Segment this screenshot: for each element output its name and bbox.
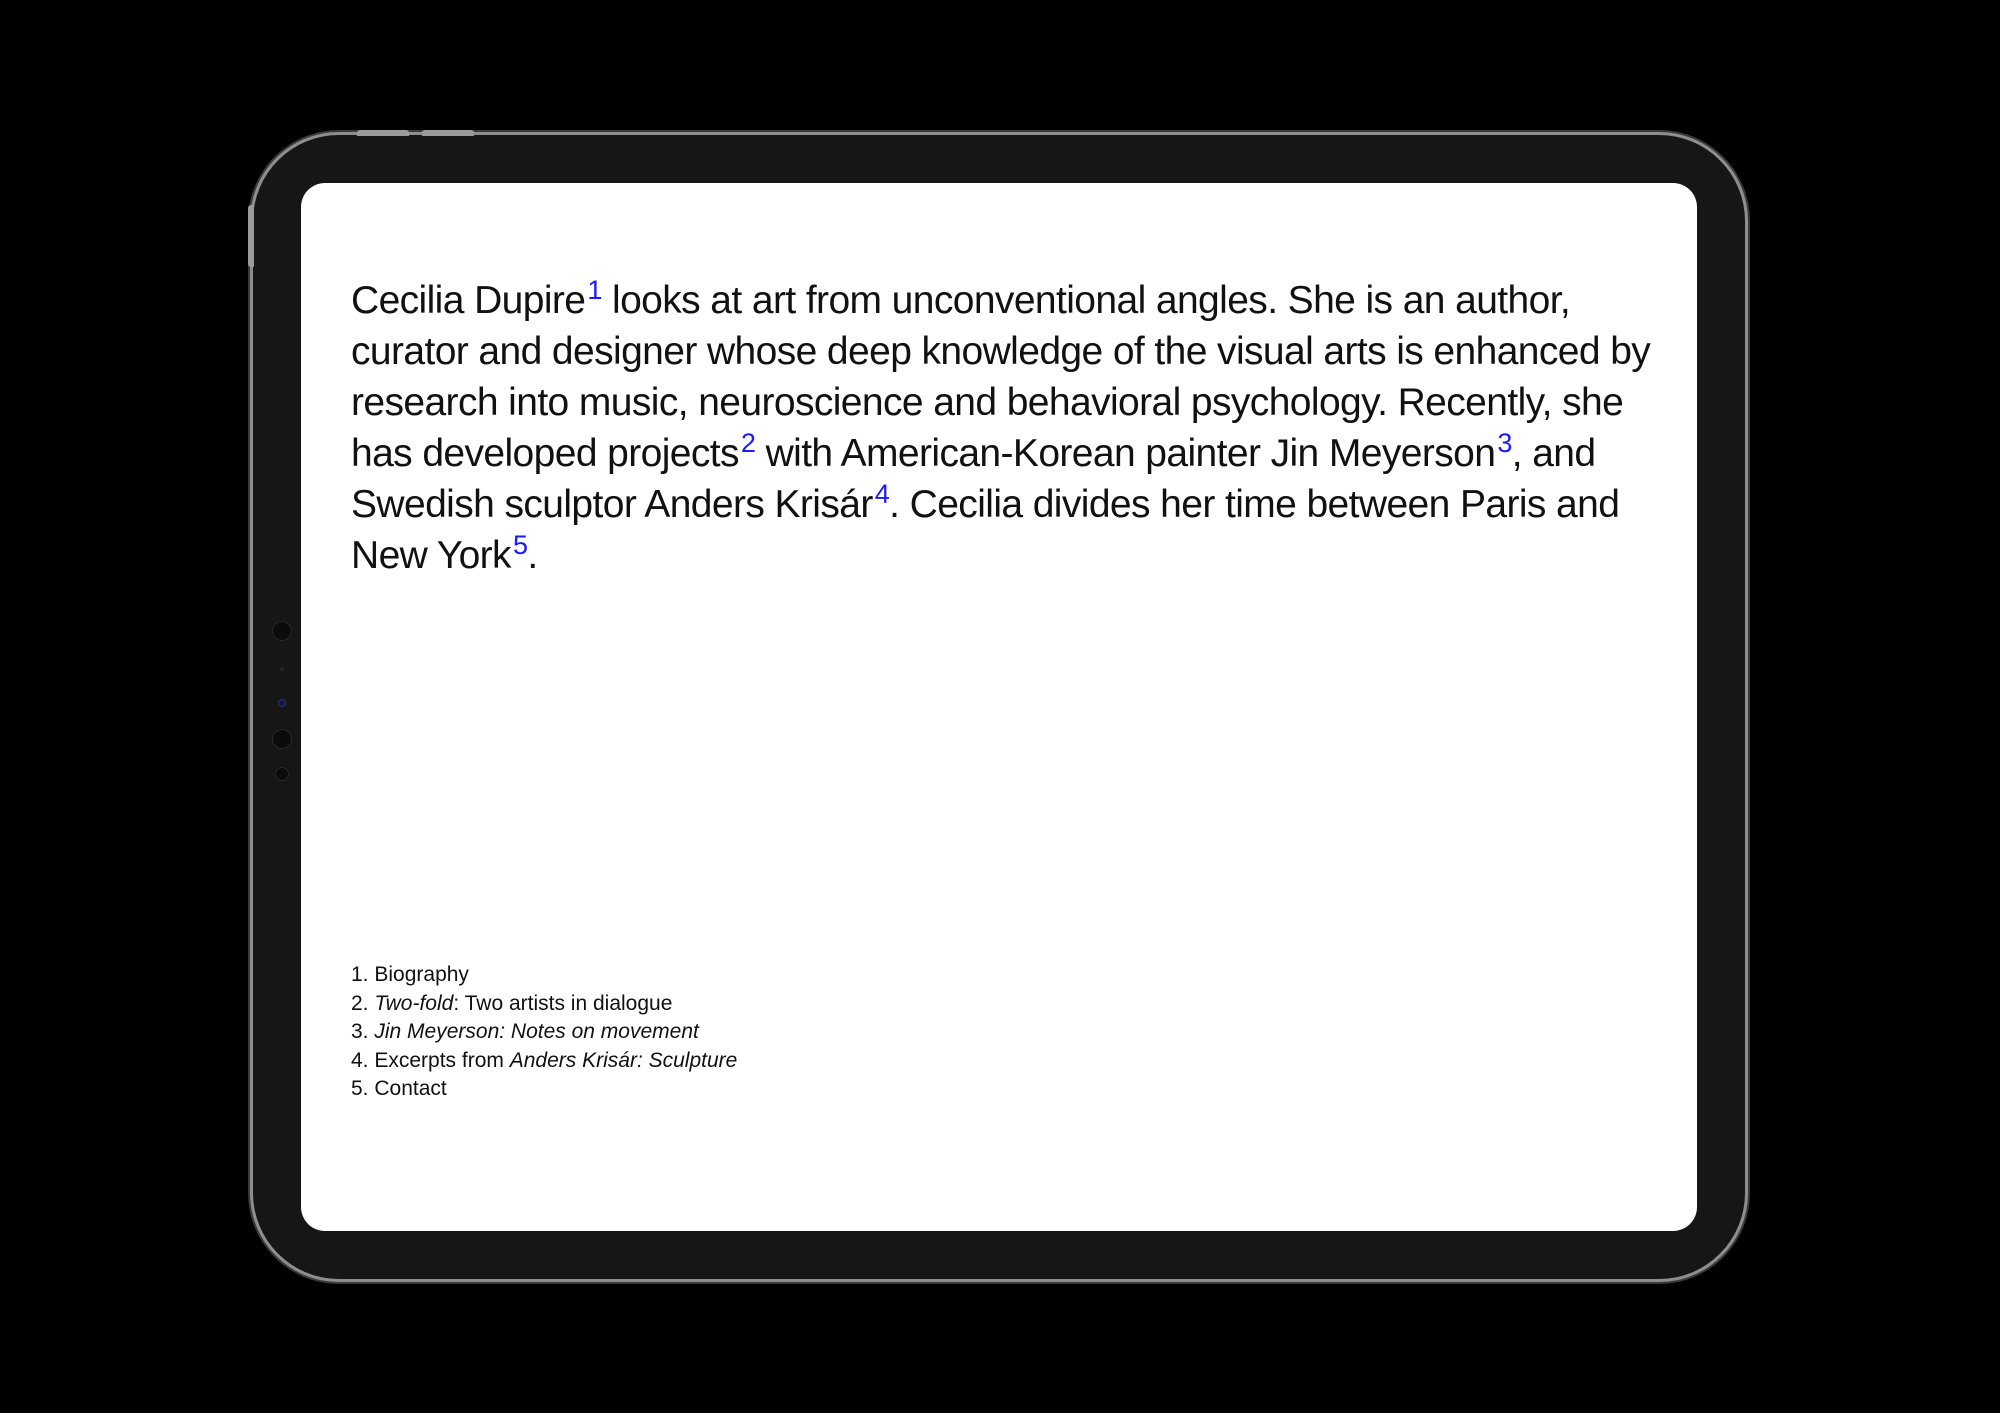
footnote-number: 1. — [351, 963, 375, 986]
bio-text-1: Cecilia Dupire — [351, 279, 586, 322]
footnote-link-5[interactable]: 5 — [512, 530, 528, 560]
footnote-list — [351, 961, 737, 1104]
footnote-title: Anders Krisár: Sculpture — [509, 1048, 738, 1072]
side-button — [248, 205, 254, 267]
bio-text-3: with American-Korean painter Jin Meyerson — [755, 432, 1496, 475]
footnote-item-jin-meyerson[interactable] — [351, 1018, 737, 1047]
ambient-sensor-icon — [280, 667, 284, 671]
proximity-sensor-icon — [272, 729, 292, 749]
footnote-link-2[interactable]: 2 — [740, 428, 756, 458]
footnote-link-1[interactable]: 1 — [587, 275, 602, 305]
screen — [301, 183, 1697, 1231]
footnote-text: Contact — [374, 1077, 447, 1100]
bio-text-5: . Cecilia divides her time between Paris and New York — [351, 483, 1620, 577]
footnote-title: Jin Meyerson: Notes on movement — [374, 1020, 699, 1043]
front-camera-icon — [278, 699, 286, 707]
camera-sensor-icon — [272, 621, 292, 641]
footnote-link-4[interactable]: 4 — [874, 479, 890, 509]
footnote-item-anders-krisar[interactable] — [351, 1047, 737, 1076]
footnote-item-contact[interactable] — [351, 1075, 737, 1104]
flood-illuminator-icon — [275, 767, 289, 781]
top-button-2 — [422, 130, 474, 136]
bio-text-6: . — [527, 534, 538, 577]
bio-text-2: looks at art from unconventional angles. She is an author, curator and designer whose deep knowledge of the visual arts is enhanced by research into music, neuroscience and behavioral psychology. Recently, she has developed projects — [351, 279, 1651, 475]
footnote-text: : Two artists in dialogue — [453, 991, 673, 1015]
footnote-number: 4. — [351, 1048, 375, 1072]
footnote-text: Excerpts from — [374, 1048, 510, 1072]
bio-paragraph — [351, 275, 1661, 581]
footnote-title: Two-fold — [374, 991, 454, 1015]
bio-text-4: , and Swedish sculptor Anders Krisár — [351, 432, 1596, 526]
footnote-item-biography[interactable] — [351, 961, 737, 990]
tablet-device — [253, 135, 1745, 1279]
footnote-number: 5. — [351, 1077, 375, 1100]
top-button-1 — [357, 130, 409, 136]
footnote-number: 3. — [351, 1020, 375, 1043]
footnote-item-two-fold[interactable] — [351, 990, 737, 1019]
footnote-number: 2. — [351, 991, 375, 1015]
footnote-link-3[interactable]: 3 — [1497, 428, 1512, 458]
footnote-text: Biography — [374, 963, 469, 986]
